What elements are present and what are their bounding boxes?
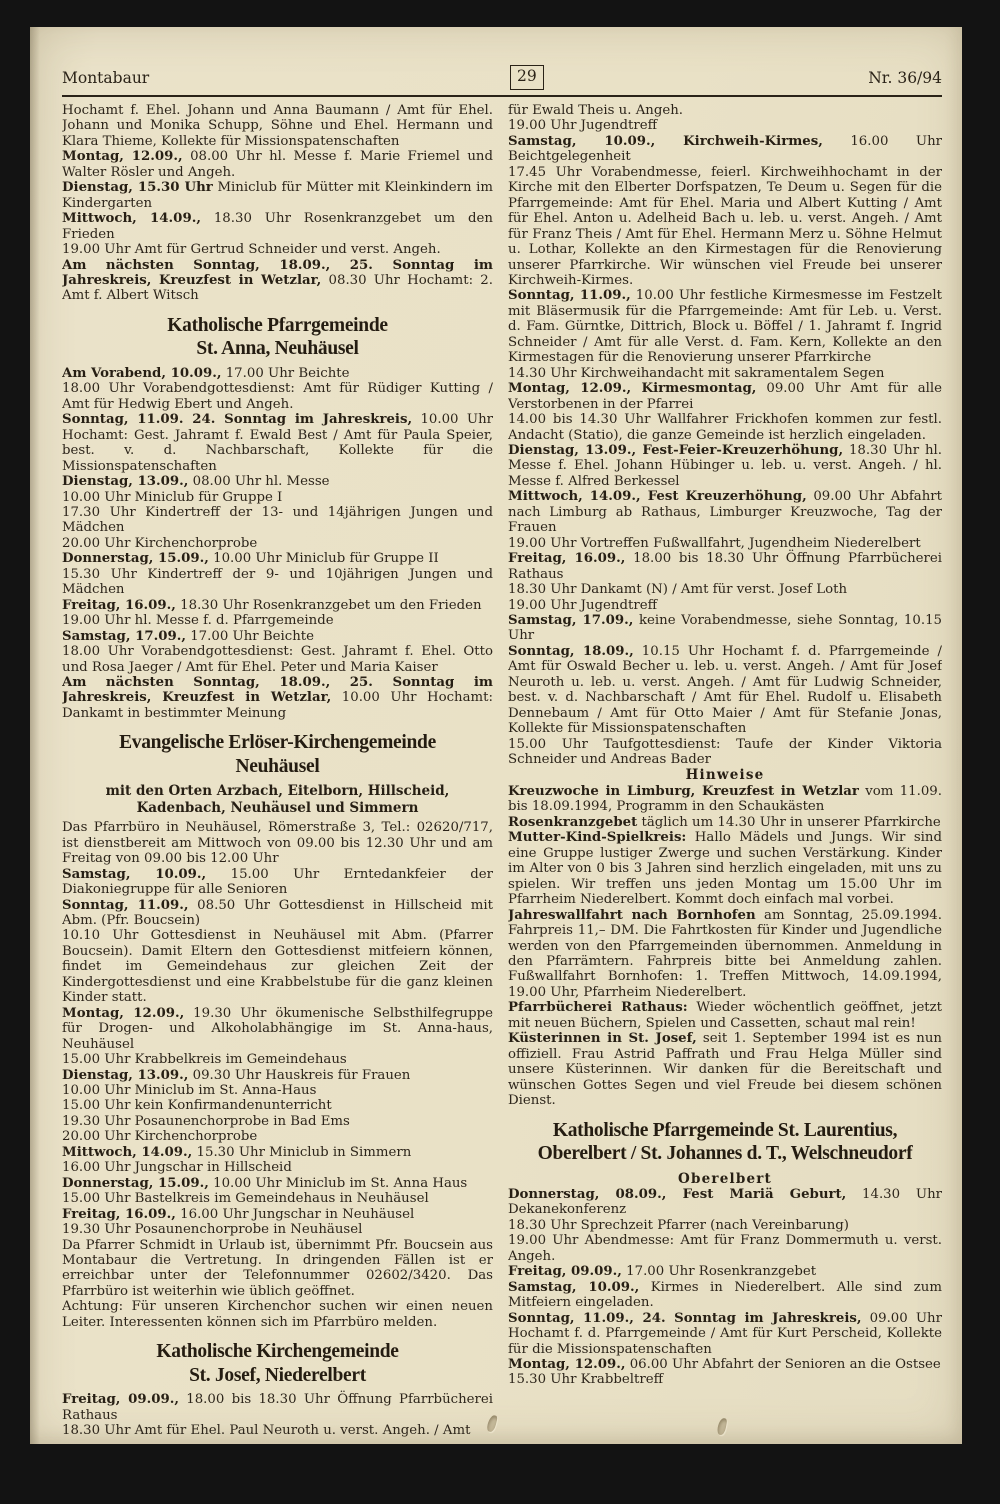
entry-paragraph: 19.00 Uhr Jugendtreff	[508, 597, 658, 613]
entry-paragraph: Donnerstag, 08.09., Fest Mariä Geburt, 14.30 Uhr Dekanekonferenz	[508, 1187, 942, 1218]
entry-paragraph: Sonntag, 11.09., 10.00 Uhr festliche Kirmesmesse im Festzelt mit Bläsermusik für die Pfarrgemeinde: Amt für Leb. u. Verst. d. Fam. Gürntke, Dittrich, Block u. Böffel / 1. Jahramt f. Ingrid Schneider / Amt für alle Verst. d. Fam. Kern, Kollekte an den Kirmestagen für die Renovierung unserer Pfarrkirche	[508, 288, 942, 366]
page-number-box: 29	[510, 65, 544, 90]
entry-paragraph: Jahreswallfahrt nach Bornhofen am Sonntag, 25.09.1994. Fahrpreis 11,– DM. Die Fahrtkosten für Kinder und Jugendliche werden von den Pfarrgemeinden übernommen. Anmeldung in den Pfarrämtern. Fahrpreis bitte bei Anmeldung zahlen. Fußwallfahrt Bornhofen: 1. Treffen Mittwoch, 14.09.1994, 19.00 Uhr, Pfarrheim Niederelbert.	[508, 907, 942, 1000]
entry-paragraph: Hochamt f. Ehel. Johann und Anna Baumann / Amt für Ehel. Johann und Monika Schupp, Söhne und Ehel. Hermann und Klara Thieme, Kollekte für Missionspatenschaften	[62, 103, 493, 149]
entry-paragraph: Sonntag, 11.09. 24. Sonntag im Jahreskreis, 10.00 Uhr Hochamt: Gest. Jahramt f. Ewald Best / Amt für Paula Speier, best. v. d. Nachbarschaft, Kollekte für die Missionspatenschaften	[62, 412, 493, 474]
section-heading: Katholische Pfarrgemeinde St. Laurentius, Oberelbert / St. Johannes d. T., Welschneudorf	[537, 1119, 913, 1164]
entry-paragraph: Pfarrbücherei Rathaus: Wieder wöchentlich geöffnet, jetzt mit neuen Büchern, Spielen und Cassetten, schaut mal rein!	[508, 1000, 942, 1031]
section-heading: Evangelische Erlöser-Kirchengemeinde Neuhäusel	[119, 732, 436, 777]
section-heading: Oberelbert	[678, 1170, 772, 1187]
entry-paragraph: 18.00 Uhr Vorabendgottesdienst: Gest. Jahramt f. Ehel. Otto und Rosa Jaeger / Amt für Ehel. Peter und Maria Kaiser	[62, 644, 493, 675]
entry-paragraph: 15.00 Uhr Krabbelkreis im Gemeindehaus	[62, 1052, 347, 1068]
entry-paragraph: 19.00 Uhr Jugendtreff	[508, 118, 658, 134]
entry-paragraph: 19.00 Uhr Abendmesse: Amt für Franz Dommermuth u. verst. Angeh.	[508, 1233, 942, 1264]
section-heading: Katholische Kirchengemeinde St. Josef, Niederelbert	[156, 1341, 399, 1386]
entry-paragraph: Da Pfarrer Schmidt in Urlaub ist, übernimmt Pfr. Boucsein aus Montabaur die Vertretung. In dringenden Fällen ist er erreichbar unter der Telefonnummer 02602/3420. Das Pfarrbüro ist weiterhin wie üblich geöffnet.	[62, 1237, 493, 1299]
entry-paragraph: Freitag, 16.09., 18.30 Uhr Rosenkranzgebet um den Frieden	[62, 597, 482, 613]
entry-paragraph: Sonntag, 18.09., 10.15 Uhr Hochamt f. d. Pfarrgemeinde / Amt für Oswald Becher u. leb. u. verst. Angeh. / Amt für Josef Neuroth u. leb. u. verst. Angeh. / Amt für Ludwig Schneider, best. v. d. Nachbarschaft / Amt für Ehel. Rudolf u. Elisabeth Dennebaum / Amt für Otto Maier / Amt für Stefanie Jonas, Kollekte für Missionspatenschaften	[508, 643, 942, 737]
entry-paragraph: 18.30 Uhr Sprechzeit Pfarrer (nach Vereinbarung)	[508, 1217, 849, 1233]
entry-paragraph: 14.30 Uhr Kirchweihandacht mit sakramentalem Segen	[508, 365, 885, 381]
entry-paragraph: Samstag, 17.09., 17.00 Uhr Beichte	[62, 628, 314, 644]
entry-paragraph: Rosenkranzgebet täglich um 14.30 Uhr in unserer Pfarrkirche	[508, 814, 941, 830]
entry-paragraph: Dienstag, 15.30 Uhr Miniclub für Mütter mit Kleinkindern im Kindergarten	[62, 180, 493, 211]
entry-paragraph: 15.30 Uhr Kindertreff der 9- und 10jährigen Jungen und Mädchen	[62, 566, 493, 598]
entry-paragraph: Donnerstag, 15.09., 10.00 Uhr Miniclub für Gruppe II	[62, 551, 439, 567]
entry-paragraph: 17.45 Uhr Vorabendmesse, feierl. Kirchweihhochamt in der Kirche mit den Elberter Dorfspatzen, Te Deum u. Segen für die Pfarrgemeinde: Amt für Ehel. Maria und Albert Kutting / Amt für Ehel. Anton u. Adelheid Bach u. leb. u. verst. Angeh. / Amt für Franz Theis / Amt für Ehel. Hermann Merz u. Söhne Helmut u. Lothar, Kollekte an den Kirmestagen für die Renovierung unserer Pfarrkirche. Wir wünschen viel Freude bei unserer Kirchweih-Kirmes.	[508, 164, 942, 288]
entry-paragraph: 10.00 Uhr Miniclub im St. Anna-Haus	[62, 1083, 317, 1099]
entry-paragraph: 19.30 Uhr Posaunenchorprobe in Neuhäusel	[62, 1222, 363, 1238]
entry-paragraph: Montag, 12.09., Kirmesmontag, 09.00 Uhr Amt für alle Verstorbenen in der Pfarrei	[508, 381, 942, 412]
section-heading: Katholische Pfarrgemeinde St. Anna, Neuhäusel	[167, 314, 388, 360]
entry-paragraph: Mittwoch, 14.09., 15.30 Uhr Miniclub in Simmern	[62, 1144, 412, 1160]
entry-paragraph: Samstag, 10.09., 15.00 Uhr Erntedankfeier der Diakoniegruppe für alle Senioren	[62, 866, 493, 898]
entry-paragraph: Freitag, 09.09., 17.00 Uhr Rosenkranzgebet	[508, 1264, 817, 1280]
section-heading: mit den Orten Arzbach, Eitelborn, Hillscheid, Kadenbach, Neuhäusel und Simmern	[105, 783, 450, 816]
entry-paragraph: Küsterinnen in St. Josef, seit 1. September 1994 ist es nun offiziell. Frau Astrid Paffrath und Frau Helga Müller sind unsere Küsterinnen. Wir danken für die Bereitschaft und wünschen Gottes Segen und viel Freude bei diesem schönen Dienst.	[508, 1031, 942, 1109]
entry-paragraph: Montag, 12.09., 06.00 Uhr Abfahrt der Senioren an die Ostsee	[508, 1356, 941, 1372]
entry-paragraph: Freitag, 16.09., 16.00 Uhr Jungschar in Neuhäusel	[62, 1206, 415, 1222]
entry-paragraph: 10.00 Uhr Miniclub für Gruppe I	[62, 489, 283, 505]
entry-paragraph: Montag, 12.09., 08.00 Uhr hl. Messe f. Marie Friemel und Walter Rösler und Angeh.	[62, 149, 493, 180]
entry-paragraph: Mutter-Kind-Spielkreis: Hallo Mädels und Jungs. Wir sind eine Gruppe lustiger Zwerge und suchen Verstärkung. Kinder im Alter von 0 bis 3 Jahren sind herzlich eingeladen, mit uns zu spielen. Wir treffen uns jeden Montag um 15.00 Uhr im Pfarrheim Niederelbert. Kommt doch einfach mal vorbei.	[508, 830, 942, 908]
entry-paragraph: 15.00 Uhr kein Konfirmandenunterricht	[62, 1098, 332, 1114]
column-right	[508, 103, 942, 1439]
entry-paragraph: 19.00 Uhr Amt für Gertrud Schneider und verst. Angeh.	[62, 242, 441, 258]
entry-paragraph: Sonntag, 11.09., 24. Sonntag im Jahreskreis, 09.00 Uhr Hochamt f. d. Pfarrgemeinde / Amt für Kurt Perscheid, Kollekte für die Missionspatenschaften	[508, 1310, 942, 1357]
entry-paragraph: Samstag, 10.09., Kirchweih-Kirmes, 16.00 Uhr Beichtgelegenheit	[508, 133, 942, 165]
entry-paragraph: 19.00 Uhr Vortreffen Fußwallfahrt, Jugendheim Niederelbert	[508, 535, 921, 551]
entry-paragraph: 19.00 Uhr hl. Messe f. d. Pfarrgemeinde	[62, 613, 334, 629]
entry-paragraph: 19.30 Uhr Posaunenchorprobe in Bad Ems	[62, 1113, 350, 1129]
entry-paragraph: Montag, 12.09., 19.30 Uhr ökumenische Selbsthilfegruppe für Drogen- und Alkoholabhängige im St. Anna-haus, Neuhäusel	[62, 1005, 493, 1052]
entry-paragraph: für Ewald Theis u. Angeh.	[508, 103, 684, 118]
entry-paragraph: Achtung: Für unseren Kirchenchor suchen wir einen neuen Leiter. Interessenten können sich im Pfarrbüro melden.	[62, 1299, 493, 1330]
entry-paragraph: 15.30 Uhr Krabbeltreff	[508, 1372, 664, 1388]
entry-paragraph: 10.10 Uhr Gottesdienst in Neuhäusel mit Abm. (Pfarrer Boucsein). Damit Eltern den Gottesdienst mitfeiern können, findet im Gemeindehaus zur gleichen Zeit der Kindergottesdienst und eine Krabbelstube für die ganz kleinen Kinder statt.	[62, 928, 493, 1006]
entry-paragraph: 16.00 Uhr Jungschar in Hillscheid	[62, 1160, 292, 1176]
entry-paragraph: 20.00 Uhr Kirchenchorprobe	[62, 535, 258, 551]
entry-paragraph: 18.30 Uhr Dankamt (N) / Amt für verst. Josef Loth	[508, 582, 848, 598]
entry-paragraph: Das Pfarrbüro in Neuhäusel, Römerstraße 3, Tel.: 02620/717, ist dienstbereit am Mittwoch von 09.00 bis 12.30 Uhr und am Freitag von 09.00 bis 12.00 Uhr	[62, 820, 493, 867]
entry-paragraph: Dienstag, 13.09., 08.00 Uhr hl. Messe	[62, 474, 330, 490]
entry-paragraph: Dienstag, 13.09., Fest-Feier-Kreuzerhöhung, 18.30 Uhr hl. Messe f. Ehel. Johann Hübinger u. leb. u. verst. Angeh. / hl. Messe f. Alfred Berkessel	[508, 442, 942, 489]
entry-paragraph: Sonntag, 11.09., 08.50 Uhr Gottesdienst in Hillscheid mit Abm. (Pfr. Boucsein)	[62, 897, 493, 929]
entry-paragraph: 17.30 Uhr Kindertreff der 13- und 14jährigen Jungen und Mädchen	[62, 504, 493, 536]
column-left	[62, 103, 493, 1439]
page-header	[62, 63, 942, 97]
entry-paragraph: Mittwoch, 14.09., 18.30 Uhr Rosenkranzgebet um den Frieden	[62, 211, 493, 242]
entry-paragraph: Am Vorabend, 10.09., 17.00 Uhr Beichte	[62, 365, 350, 381]
header-location: Montabaur	[62, 69, 150, 87]
entry-paragraph: Am nächsten Sonntag, 18.09., 25. Sonntag im Jahreskreis, Kreuzfest in Wetzlar, 10.00 Uhr Hochamt: Dankamt in bestimmter Meinung	[62, 674, 493, 721]
entry-paragraph: Samstag, 17.09., keine Vorabendmesse, siehe Sonntag, 10.15 Uhr	[508, 612, 942, 644]
entry-paragraph: Am nächsten Sonntag, 18.09., 25. Sonntag im Jahreskreis, Kreuzfest in Wetzlar, 08.30 Uhr Hochamt: 2. Amt f. Albert Witsch	[62, 257, 493, 304]
entry-paragraph: 18.30 Uhr Amt für Ehel. Paul Neuroth u. verst. Angeh. / Amt	[62, 1423, 471, 1439]
newsletter-page	[30, 27, 962, 1444]
section-heading: Hinweise	[685, 767, 765, 784]
entry-paragraph: 15.00 Uhr Bastelkreis im Gemeindehaus in Neuhäusel	[62, 1191, 429, 1207]
entry-paragraph: Donnerstag, 15.09., 10.00 Uhr Miniclub im St. Anna Haus	[62, 1175, 468, 1191]
entry-paragraph: Dienstag, 13.09., 09.30 Uhr Hauskreis für Frauen	[62, 1067, 411, 1083]
entry-paragraph: Freitag, 16.09., 18.00 bis 18.30 Uhr Öffnung Pfarrbücherei Rathaus	[508, 551, 942, 582]
entry-paragraph: 15.00 Uhr Taufgottesdienst: Taufe der Kinder Viktoria Schneider und Andreas Bader	[508, 736, 942, 768]
entry-paragraph: Freitag, 09.09., 18.00 bis 18.30 Uhr Öffnung Pfarrbücherei Rathaus	[62, 1392, 493, 1423]
entry-paragraph: Mittwoch, 14.09., Fest Kreuzerhöhung, 09.00 Uhr Abfahrt nach Limburg ab Rathaus, Limburger Kreuzwoche, Tag der Frauen	[508, 489, 942, 536]
entry-paragraph: 20.00 Uhr Kirchenchorprobe	[62, 1129, 258, 1145]
entry-paragraph: 18.00 Uhr Vorabendgottesdienst: Amt für Rüdiger Kutting / Amt für Hedwig Ebert und Angeh.	[62, 381, 493, 412]
entry-paragraph: Kreuzwoche in Limburg, Kreuzfest in Wetzlar vom 11.09. bis 18.09.1994, Programm in den Schaukästen	[508, 783, 942, 815]
header-issue-number: Nr. 36/94	[868, 69, 942, 87]
entry-paragraph: Samstag, 10.09., Kirmes in Niederelbert. Alle sind zum Mitfeiern eingeladen.	[508, 1279, 942, 1311]
entry-paragraph: 14.00 bis 14.30 Uhr Wallfahrer Frickhofen kommen zur festl. Andacht (Statio), die ganze Gemeinde ist herzlich eingeladen.	[508, 412, 942, 443]
